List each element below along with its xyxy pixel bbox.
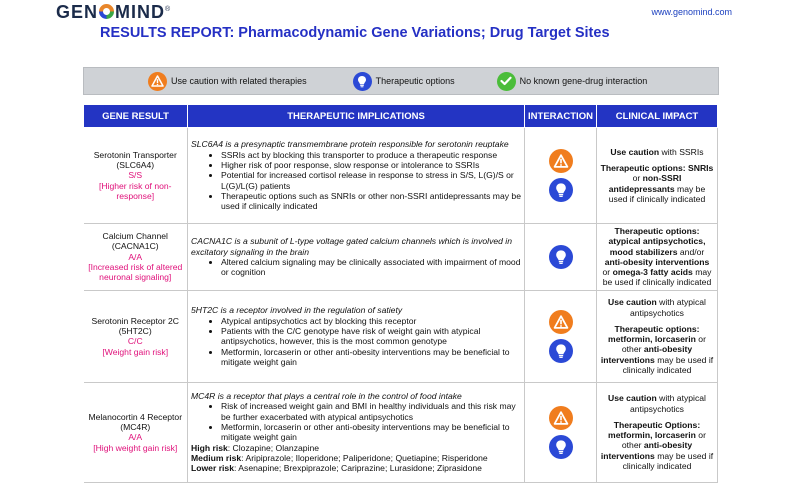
lightbulb-icon xyxy=(549,435,573,459)
medium-risk-line: Medium risk: Aripiprazole; Iloperidone; Paliperidone; Quetiapine; Risperidone xyxy=(191,452,488,463)
table-row xyxy=(84,128,718,224)
website-link[interactable]: www.genomind.com xyxy=(651,7,732,17)
list-item: • Patients with the C/C genotype have risk of weight gain with atypical antipsychotics, however, this is the most common genotype xyxy=(221,326,521,347)
gene-name: Serotonin Transporter xyxy=(93,149,177,160)
logo-trademark: ® xyxy=(165,6,172,13)
gene-result-cell xyxy=(84,382,188,482)
table-row xyxy=(84,224,718,291)
implication-intro: CACNA1C is a subunit of L-type voltage gated calcium channels which is involved in excitatory signaling in the brain xyxy=(191,236,512,257)
header-interaction: INTERACTION xyxy=(525,105,597,128)
implications-cell xyxy=(188,128,525,224)
impact-options: Therapeutic options: SNRIs or non-SSRI antidepressants may be used if clinically indicated xyxy=(600,163,714,204)
lightbulb-icon xyxy=(353,72,372,91)
implication-intro: 5HT2C is a receptor involved in the regulation of satiety xyxy=(191,305,403,316)
logo-text-right: MIND xyxy=(115,2,166,22)
gene-result-cell xyxy=(84,224,188,291)
list-item: • Atypical antipsychotics act by blocking this receptor xyxy=(221,316,521,326)
impact-caution: Use caution with atypical antipsychotics xyxy=(608,297,706,318)
genotype: A/A xyxy=(128,251,143,262)
top-bar xyxy=(0,0,798,24)
impact-caution: Use caution with SSRIs xyxy=(610,146,704,157)
implication-intro: SLC6A4 is a presynaptic transmembrane protein responsible for serotonin reuptake xyxy=(191,139,509,150)
list-item: • Potential for increased cortisol release in response to stress in S/S, L(G)/S or L(G)/L(G) patients xyxy=(221,170,521,191)
legend-no-interaction xyxy=(497,72,648,91)
logo-circle-icon xyxy=(99,4,114,19)
legend-caution-label: Use caution with related therapies xyxy=(171,76,307,86)
list-item: • Metformin, lorcaserin or other anti-obesity interventions may be beneficial to mitigate weight gain xyxy=(221,347,521,368)
table-row xyxy=(84,290,718,382)
list-item: • Higher risk of poor response, slow response or intolerance to SSRIs xyxy=(221,160,521,170)
risk-label: [Weight gain risk] xyxy=(102,346,169,357)
risk-label: [Higher risk of non-response] xyxy=(98,180,172,201)
genomind-logo xyxy=(56,2,171,23)
table-header-row xyxy=(84,105,718,128)
impact-options: Therapeutic options: atypical antipsychotics, mood stabilizers and/or anti-obesity interventions or omega-3 fatty acids may be used if clinically indicated xyxy=(602,226,712,288)
legend-bar xyxy=(83,67,719,95)
gene-result-cell xyxy=(84,128,188,224)
risk-label: [Increased risk of altered neuronal signaling] xyxy=(88,262,183,283)
implication-list xyxy=(191,150,521,212)
risk-label: [High weight gain risk] xyxy=(93,442,178,453)
list-item: • Risk of increased weight gain and BMI in healthy individuals and this risk may be further exacerbated with atypical antipsychotics xyxy=(221,401,521,422)
gene-symbol: (5HT2C) xyxy=(118,325,152,336)
gene-name: Melanocortin 4 Receptor xyxy=(88,411,183,422)
legend-no-interaction-label: No known gene-drug interaction xyxy=(519,76,648,86)
header-clinical-impact: CLINICAL IMPACT xyxy=(597,105,718,128)
implication-list xyxy=(191,257,521,278)
lightbulb-icon xyxy=(549,245,573,269)
list-item: • Altered calcium signaling may be clinically associated with impairment of mood or cognition xyxy=(221,257,521,278)
list-item: • Metformin, lorcaserin or other anti-obesity interventions may be beneficial to mitigate weight gain xyxy=(221,422,521,443)
table-row xyxy=(84,382,718,482)
genotype: S/S xyxy=(128,170,143,181)
clinical-impact-cell xyxy=(597,224,718,291)
gene-symbol: (CACNA1C) xyxy=(111,241,159,252)
lightbulb-icon xyxy=(549,178,573,202)
genotype: A/A xyxy=(128,432,143,443)
warning-triangle-icon xyxy=(549,149,573,173)
impact-options: Therapeutic Options: metformin, lorcaserin or other anti-obesity interventions may be used if clinically indicated xyxy=(600,419,714,472)
gene-symbol: (SLC6A4) xyxy=(116,160,155,171)
header-gene-result: GENE RESULT xyxy=(84,105,188,128)
implications-cell xyxy=(188,382,525,482)
implication-list xyxy=(191,316,521,367)
interaction-cell xyxy=(525,382,597,482)
legend-therapeutic-label: Therapeutic options xyxy=(375,76,455,86)
list-item: • SSRIs act by blocking this transporter to produce a therapeutic response xyxy=(221,150,521,160)
impact-options: Therapeutic options: metformin, lorcaserin or other anti-obesity interventions may be used if clinically indicated xyxy=(600,323,714,376)
legend-caution xyxy=(148,72,307,91)
gene-result-cell xyxy=(84,290,188,382)
interaction-cell xyxy=(525,128,597,224)
legend-therapeutic xyxy=(353,72,455,91)
logo-text-left: GEN xyxy=(56,2,99,22)
checkmark-icon xyxy=(497,72,516,91)
genotype: C/C xyxy=(127,336,143,347)
impact-caution: Use caution with atypical antipsychotics xyxy=(608,393,706,414)
clinical-impact-cell xyxy=(597,382,718,482)
clinical-impact-cell xyxy=(597,128,718,224)
lightbulb-icon xyxy=(549,339,573,363)
warning-triangle-icon xyxy=(549,406,573,430)
warning-triangle-icon xyxy=(148,72,167,91)
interaction-cell xyxy=(525,224,597,291)
lower-risk-line: Lower risk: Asenapine; Brexpiprazole; Cariprazine; Lurasidone; Ziprasidone xyxy=(191,463,482,474)
warning-triangle-icon xyxy=(549,310,573,334)
implication-intro: MC4R is a receptor that plays a central role in the control of food intake xyxy=(191,391,462,402)
list-item: • Therapeutic options such as SNRIs or other non-SSRI antidepressants may be used if clinically indicated xyxy=(221,191,521,212)
gene-name: Serotonin Receptor 2C xyxy=(91,315,179,326)
results-table xyxy=(83,104,718,483)
header-therapeutic-implications: THERAPEUTIC IMPLICATIONS xyxy=(188,105,525,128)
gene-symbol: (MC4R) xyxy=(120,421,151,432)
implications-cell xyxy=(188,224,525,291)
gene-name: Calcium Channel xyxy=(102,231,168,242)
report-title: RESULTS REPORT: Pharmacodynamic Gene Variations; Drug Target Sites xyxy=(100,25,610,41)
high-risk-line: High risk: Clozapine; Olanzapine xyxy=(191,442,320,453)
interaction-cell xyxy=(525,290,597,382)
implications-cell xyxy=(188,290,525,382)
implication-list xyxy=(191,401,521,442)
clinical-impact-cell xyxy=(597,290,718,382)
